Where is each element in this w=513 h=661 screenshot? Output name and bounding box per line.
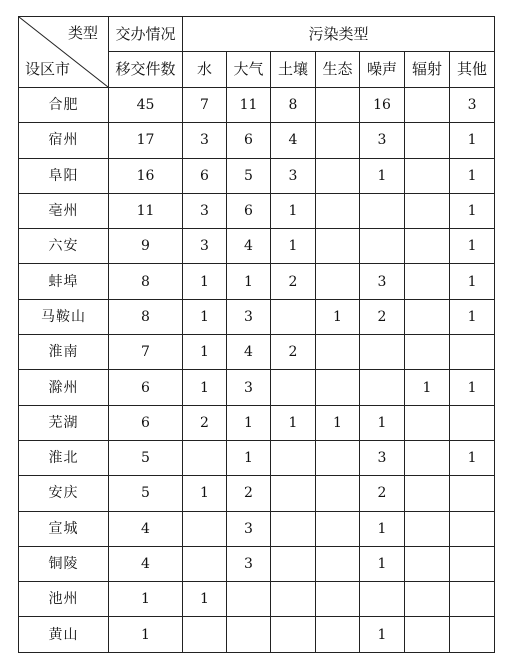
table-row	[19, 511, 495, 546]
table-row	[19, 476, 495, 511]
noise-cell	[360, 229, 405, 264]
other-cell: 1	[450, 264, 495, 299]
city-cell: 宿州	[19, 123, 109, 158]
noise-cell: 1	[360, 158, 405, 193]
other-cell	[450, 582, 495, 617]
noise-cell: 2	[360, 299, 405, 334]
air-cell: 1	[227, 405, 271, 440]
water-cell: 1	[183, 476, 227, 511]
table-body	[19, 88, 495, 653]
ecology-cell	[316, 582, 360, 617]
soil-cell	[271, 476, 316, 511]
soil-cell	[271, 511, 316, 546]
ecology-cell: 1	[316, 299, 360, 334]
transfer-count-cell: 6	[109, 405, 183, 440]
city-cell: 黄山	[19, 617, 109, 652]
city-cell: 芜湖	[19, 405, 109, 440]
other-cell	[450, 617, 495, 652]
ecology-cell	[316, 370, 360, 405]
city-cell: 池州	[19, 582, 109, 617]
city-cell: 铜陵	[19, 546, 109, 581]
air-cell: 2	[227, 476, 271, 511]
city-cell: 阜阳	[19, 158, 109, 193]
radiation-cell	[405, 335, 450, 370]
water-cell: 2	[183, 405, 227, 440]
other-cell: 1	[450, 370, 495, 405]
other-cell	[450, 546, 495, 581]
noise-cell	[360, 582, 405, 617]
radiation-cell	[405, 123, 450, 158]
soil-cell: 2	[271, 264, 316, 299]
city-cell: 滁州	[19, 370, 109, 405]
type-label: 类型	[67, 24, 98, 42]
water-cell: 1	[183, 582, 227, 617]
type-header-ecology: 生态	[316, 52, 360, 88]
ecology-cell: 1	[316, 405, 360, 440]
noise-cell	[360, 193, 405, 228]
air-cell: 1	[227, 264, 271, 299]
other-cell: 3	[450, 88, 495, 123]
air-cell: 3	[227, 299, 271, 334]
air-cell: 3	[227, 511, 271, 546]
water-cell	[183, 440, 227, 475]
type-header-noise: 噪声	[360, 52, 405, 88]
city-cell: 安庆	[19, 476, 109, 511]
soil-cell	[271, 546, 316, 581]
noise-cell: 3	[360, 123, 405, 158]
transfer-count-cell: 7	[109, 335, 183, 370]
radiation-cell	[405, 88, 450, 123]
transfer-count-cell: 6	[109, 370, 183, 405]
air-cell	[227, 582, 271, 617]
water-cell: 1	[183, 335, 227, 370]
other-cell	[450, 476, 495, 511]
soil-cell: 1	[271, 405, 316, 440]
noise-cell	[360, 370, 405, 405]
transfer-count-cell: 5	[109, 440, 183, 475]
other-cell	[450, 335, 495, 370]
radiation-cell	[405, 476, 450, 511]
transfer-count-cell: 45	[109, 88, 183, 123]
table-row	[19, 582, 495, 617]
table-row	[19, 264, 495, 299]
table-row	[19, 335, 495, 370]
other-cell: 1	[450, 299, 495, 334]
table-row	[19, 546, 495, 581]
transfer-count-cell: 1	[109, 617, 183, 652]
table-row	[19, 370, 495, 405]
radiation-cell	[405, 264, 450, 299]
city-label: 设区市	[25, 60, 71, 78]
transfer-count-cell: 17	[109, 123, 183, 158]
water-cell: 3	[183, 229, 227, 264]
transfer-count-cell: 16	[109, 158, 183, 193]
other-cell: 1	[450, 123, 495, 158]
soil-cell: 4	[271, 123, 316, 158]
city-cell: 合肥	[19, 88, 109, 123]
air-cell: 3	[227, 546, 271, 581]
other-cell: 1	[450, 158, 495, 193]
water-cell	[183, 511, 227, 546]
transfer-count-cell: 8	[109, 299, 183, 334]
ecology-cell	[316, 229, 360, 264]
radiation-cell	[405, 582, 450, 617]
air-cell: 4	[227, 335, 271, 370]
other-cell: 1	[450, 440, 495, 475]
air-cell: 3	[227, 370, 271, 405]
noise-cell: 1	[360, 546, 405, 581]
table-row	[19, 617, 495, 652]
air-cell: 5	[227, 158, 271, 193]
type-header-other: 其他	[450, 52, 495, 88]
transfer-count-cell: 1	[109, 582, 183, 617]
other-cell: 1	[450, 193, 495, 228]
other-cell	[450, 405, 495, 440]
transfer-count-cell: 9	[109, 229, 183, 264]
transfer-count-cell: 11	[109, 193, 183, 228]
air-cell: 6	[227, 193, 271, 228]
ecology-cell	[316, 158, 360, 193]
transfer-count-cell: 5	[109, 476, 183, 511]
transfer-count-header: 移交件数	[109, 52, 183, 88]
soil-cell	[271, 582, 316, 617]
noise-cell: 2	[360, 476, 405, 511]
radiation-cell	[405, 440, 450, 475]
table-row	[19, 158, 495, 193]
city-cell: 淮北	[19, 440, 109, 475]
type-header-air: 大气	[227, 52, 271, 88]
water-cell	[183, 546, 227, 581]
noise-cell: 3	[360, 264, 405, 299]
city-cell: 六安	[19, 229, 109, 264]
air-cell: 1	[227, 440, 271, 475]
water-cell: 6	[183, 158, 227, 193]
water-cell: 1	[183, 299, 227, 334]
water-cell: 1	[183, 370, 227, 405]
pollution-table	[18, 16, 495, 653]
ecology-cell	[316, 440, 360, 475]
radiation-cell	[405, 158, 450, 193]
ecology-cell	[316, 511, 360, 546]
noise-cell: 1	[360, 617, 405, 652]
soil-cell: 1	[271, 229, 316, 264]
noise-cell: 1	[360, 511, 405, 546]
handover-group-header: 交办情况	[109, 17, 183, 52]
radiation-cell: 1	[405, 370, 450, 405]
table-row	[19, 299, 495, 334]
radiation-cell	[405, 193, 450, 228]
ecology-cell	[316, 123, 360, 158]
air-cell: 4	[227, 229, 271, 264]
transfer-count-cell: 4	[109, 511, 183, 546]
noise-cell: 16	[360, 88, 405, 123]
pollution-group-header: 污染类型	[183, 17, 495, 52]
radiation-cell	[405, 617, 450, 652]
ecology-cell	[316, 335, 360, 370]
type-header-radiation: 辐射	[405, 52, 450, 88]
air-cell	[227, 617, 271, 652]
water-cell: 3	[183, 123, 227, 158]
table-row	[19, 440, 495, 475]
noise-cell	[360, 335, 405, 370]
table-row	[19, 123, 495, 158]
city-cell: 宣城	[19, 511, 109, 546]
soil-cell	[271, 440, 316, 475]
header-row-1	[19, 17, 495, 52]
water-cell	[183, 617, 227, 652]
diagonal-header-cell	[19, 17, 109, 88]
noise-cell: 3	[360, 440, 405, 475]
city-cell: 淮南	[19, 335, 109, 370]
ecology-cell	[316, 617, 360, 652]
table-row	[19, 405, 495, 440]
radiation-cell	[405, 299, 450, 334]
soil-cell	[271, 299, 316, 334]
air-cell: 6	[227, 123, 271, 158]
water-cell: 1	[183, 264, 227, 299]
table-row	[19, 88, 495, 123]
water-cell: 3	[183, 193, 227, 228]
type-header-soil: 土壤	[271, 52, 316, 88]
soil-cell	[271, 617, 316, 652]
radiation-cell	[405, 546, 450, 581]
transfer-count-cell: 8	[109, 264, 183, 299]
table-row	[19, 229, 495, 264]
radiation-cell	[405, 511, 450, 546]
other-cell	[450, 511, 495, 546]
city-cell: 蚌埠	[19, 264, 109, 299]
noise-cell: 1	[360, 405, 405, 440]
city-cell: 亳州	[19, 193, 109, 228]
soil-cell	[271, 370, 316, 405]
radiation-cell	[405, 405, 450, 440]
soil-cell: 3	[271, 158, 316, 193]
table-row	[19, 193, 495, 228]
soil-cell: 2	[271, 335, 316, 370]
radiation-cell	[405, 229, 450, 264]
air-cell: 11	[227, 88, 271, 123]
ecology-cell	[316, 88, 360, 123]
ecology-cell	[316, 476, 360, 511]
type-header-water: 水	[183, 52, 227, 88]
soil-cell: 8	[271, 88, 316, 123]
ecology-cell	[316, 546, 360, 581]
city-cell: 马鞍山	[19, 299, 109, 334]
transfer-count-cell: 4	[109, 546, 183, 581]
ecology-cell	[316, 264, 360, 299]
other-cell: 1	[450, 229, 495, 264]
soil-cell: 1	[271, 193, 316, 228]
water-cell: 7	[183, 88, 227, 123]
ecology-cell	[316, 193, 360, 228]
